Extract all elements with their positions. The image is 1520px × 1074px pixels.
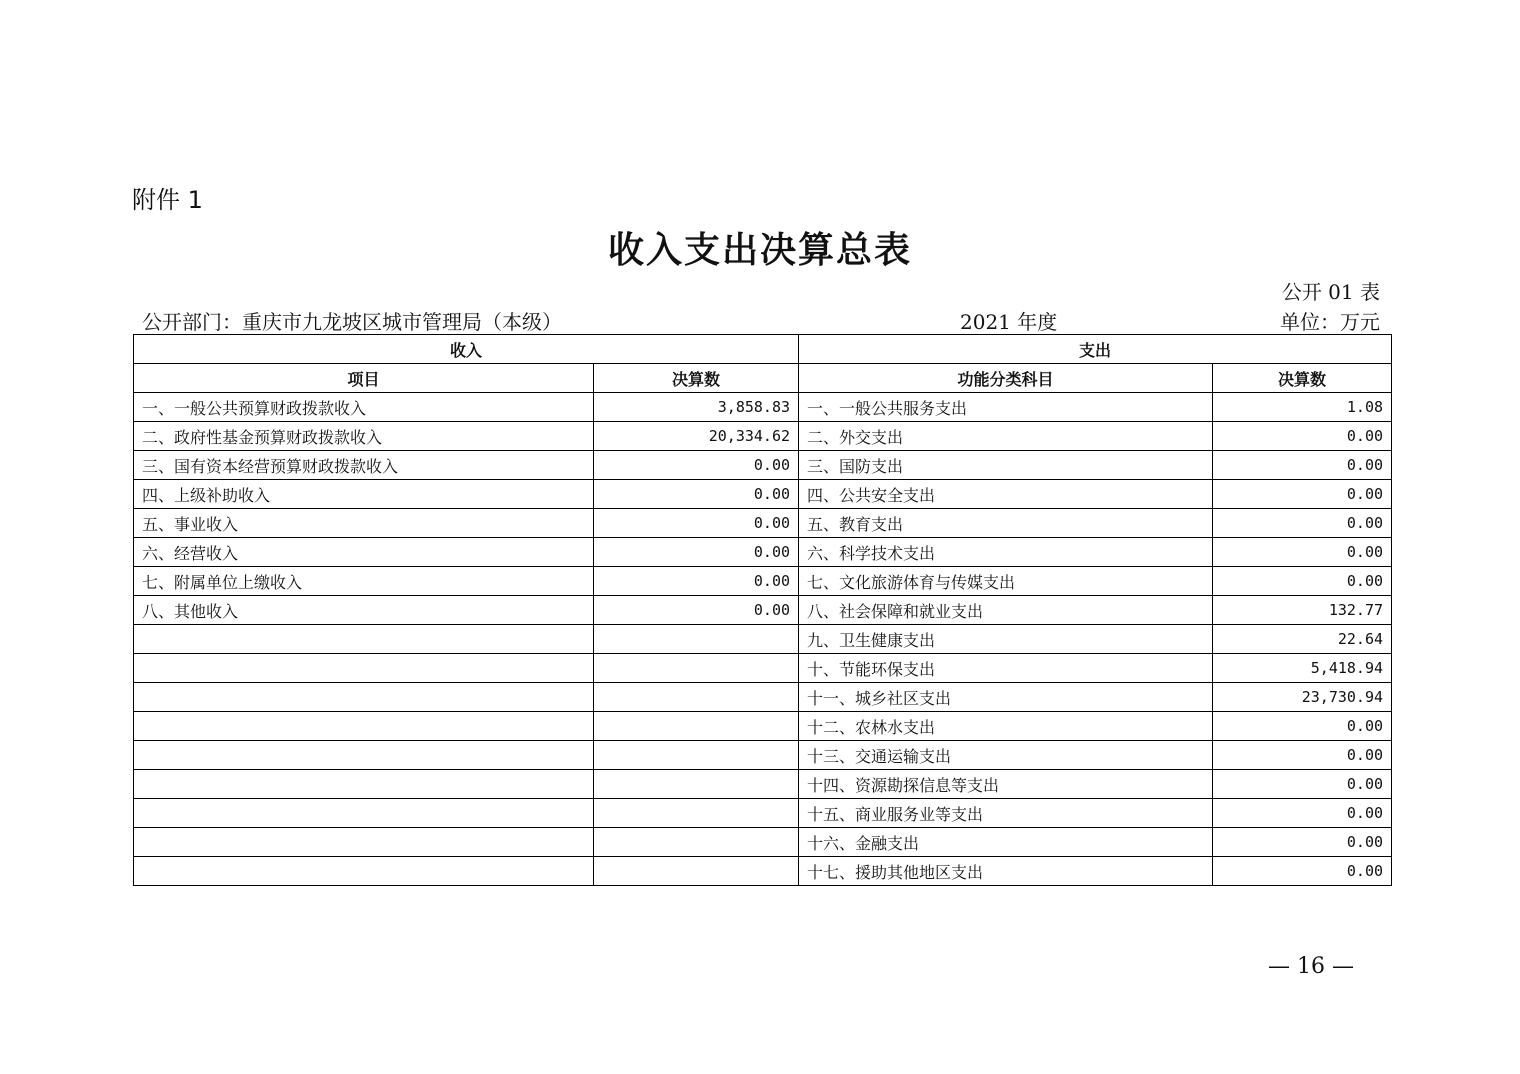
income-amount-cell: 3,858.83 <box>594 393 799 422</box>
expense-item-cell: 十、节能环保支出 <box>799 654 1213 683</box>
expense-item-cell: 三、国防支出 <box>799 451 1213 480</box>
column-header-row <box>134 364 1392 393</box>
expense-amount-cell: 0.00 <box>1213 567 1392 596</box>
income-item-cell: 二、政府性基金预算财政拨款收入 <box>134 422 594 451</box>
income-amount-cell: 0.00 <box>594 480 799 509</box>
section-header-row <box>134 335 1392 364</box>
expense-item-cell: 十四、资源勘探信息等支出 <box>799 770 1213 799</box>
expense-item-cell: 六、科学技术支出 <box>799 538 1213 567</box>
table-row <box>134 857 1392 886</box>
income-amount-cell <box>594 683 799 712</box>
expense-amount-cell: 0.00 <box>1213 712 1392 741</box>
table-row <box>134 509 1392 538</box>
table-row <box>134 393 1392 422</box>
income-amount-cell <box>594 625 799 654</box>
income-item-cell <box>134 857 594 886</box>
income-amount-cell <box>594 741 799 770</box>
expense-item-cell: 十六、金融支出 <box>799 828 1213 857</box>
income-amount-cell: 20,334.62 <box>594 422 799 451</box>
attachment-label: 附件 1 <box>132 186 203 214</box>
income-item-cell: 四、上级补助收入 <box>134 480 594 509</box>
expense-amount-cell: 0.00 <box>1213 422 1392 451</box>
form-number: 公开 01 表 <box>1281 280 1380 304</box>
expense-amount-cell: 5,418.94 <box>1213 654 1392 683</box>
expense-amount-cell: 132.77 <box>1213 596 1392 625</box>
expense-amount-cell: 0.00 <box>1213 509 1392 538</box>
income-item-cell <box>134 683 594 712</box>
table-row <box>134 799 1392 828</box>
income-item-cell: 六、经营收入 <box>134 538 594 567</box>
expense-amount-cell: 23,730.94 <box>1213 683 1392 712</box>
expense-item-cell: 二、外交支出 <box>799 422 1213 451</box>
expense-item-cell: 十一、城乡社区支出 <box>799 683 1213 712</box>
income-amount-cell: 0.00 <box>594 567 799 596</box>
page-title: 收入支出决算总表 <box>607 230 912 271</box>
expense-amount-cell: 0.00 <box>1213 538 1392 567</box>
income-item-cell: 五、事业收入 <box>134 509 594 538</box>
expense-section-header: 支出 <box>799 335 1392 364</box>
expense-item-cell: 十二、农林水支出 <box>799 712 1213 741</box>
income-item-cell <box>134 625 594 654</box>
income-amount-cell <box>594 712 799 741</box>
table-row <box>134 654 1392 683</box>
income-expense-table <box>133 334 1392 886</box>
income-amount-cell: 0.00 <box>594 538 799 567</box>
expense-item-cell: 七、文化旅游体育与传媒支出 <box>799 567 1213 596</box>
expense-amount-cell: 0.00 <box>1213 828 1392 857</box>
table-row <box>134 712 1392 741</box>
income-item-cell <box>134 828 594 857</box>
income-item-cell: 三、国有资本经营预算财政拨款收入 <box>134 451 594 480</box>
table-row <box>134 770 1392 799</box>
income-item-cell: 八、其他收入 <box>134 596 594 625</box>
income-item-cell: 七、附属单位上缴收入 <box>134 567 594 596</box>
expense-item-cell: 十五、商业服务业等支出 <box>799 799 1213 828</box>
income-amount-cell <box>594 799 799 828</box>
expense-amount-cell: 0.00 <box>1213 451 1392 480</box>
table-row <box>134 567 1392 596</box>
expense-amount-header: 决算数 <box>1213 364 1392 393</box>
income-amount-cell <box>594 857 799 886</box>
page-number: — 16 — <box>1268 954 1354 979</box>
department-label: 公开部门：重庆市九龙坡区城市管理局（本级） <box>142 310 562 334</box>
income-amount-cell: 0.00 <box>594 596 799 625</box>
income-item-cell <box>134 799 594 828</box>
table-row <box>134 828 1392 857</box>
expense-item-cell: 九、卫生健康支出 <box>799 625 1213 654</box>
income-item-cell: 一、一般公共预算财政拨款收入 <box>134 393 594 422</box>
expense-item-cell: 四、公共安全支出 <box>799 480 1213 509</box>
table-row <box>134 480 1392 509</box>
income-item-header: 项目 <box>134 364 594 393</box>
income-amount-cell <box>594 770 799 799</box>
income-item-cell <box>134 712 594 741</box>
expense-amount-cell: 22.64 <box>1213 625 1392 654</box>
table-row <box>134 538 1392 567</box>
income-item-cell <box>134 654 594 683</box>
income-amount-cell: 0.00 <box>594 451 799 480</box>
expense-amount-cell: 0.00 <box>1213 741 1392 770</box>
expense-category-header: 功能分类科目 <box>799 364 1213 393</box>
expense-item-cell: 五、教育支出 <box>799 509 1213 538</box>
expense-amount-cell: 0.00 <box>1213 799 1392 828</box>
expense-amount-cell: 0.00 <box>1213 857 1392 886</box>
expense-amount-cell: 1.08 <box>1213 393 1392 422</box>
income-amount-cell: 0.00 <box>594 509 799 538</box>
unit-label: 单位：万元 <box>1280 310 1380 334</box>
expense-amount-cell: 0.00 <box>1213 480 1392 509</box>
table-row <box>134 451 1392 480</box>
income-item-cell <box>134 770 594 799</box>
table-row <box>134 596 1392 625</box>
income-amount-cell <box>594 654 799 683</box>
table-row <box>134 625 1392 654</box>
expense-item-cell: 十三、交通运输支出 <box>799 741 1213 770</box>
income-section-header: 收入 <box>134 335 799 364</box>
expense-item-cell: 十七、援助其他地区支出 <box>799 857 1213 886</box>
income-item-cell <box>134 741 594 770</box>
table-row <box>134 683 1392 712</box>
income-amount-cell <box>594 828 799 857</box>
table-row <box>134 422 1392 451</box>
fiscal-year: 2021 年度 <box>960 310 1058 334</box>
table-row <box>134 741 1392 770</box>
income-amount-header: 决算数 <box>594 364 799 393</box>
expense-item-cell: 一、一般公共服务支出 <box>799 393 1213 422</box>
expense-amount-cell: 0.00 <box>1213 770 1392 799</box>
expense-item-cell: 八、社会保障和就业支出 <box>799 596 1213 625</box>
